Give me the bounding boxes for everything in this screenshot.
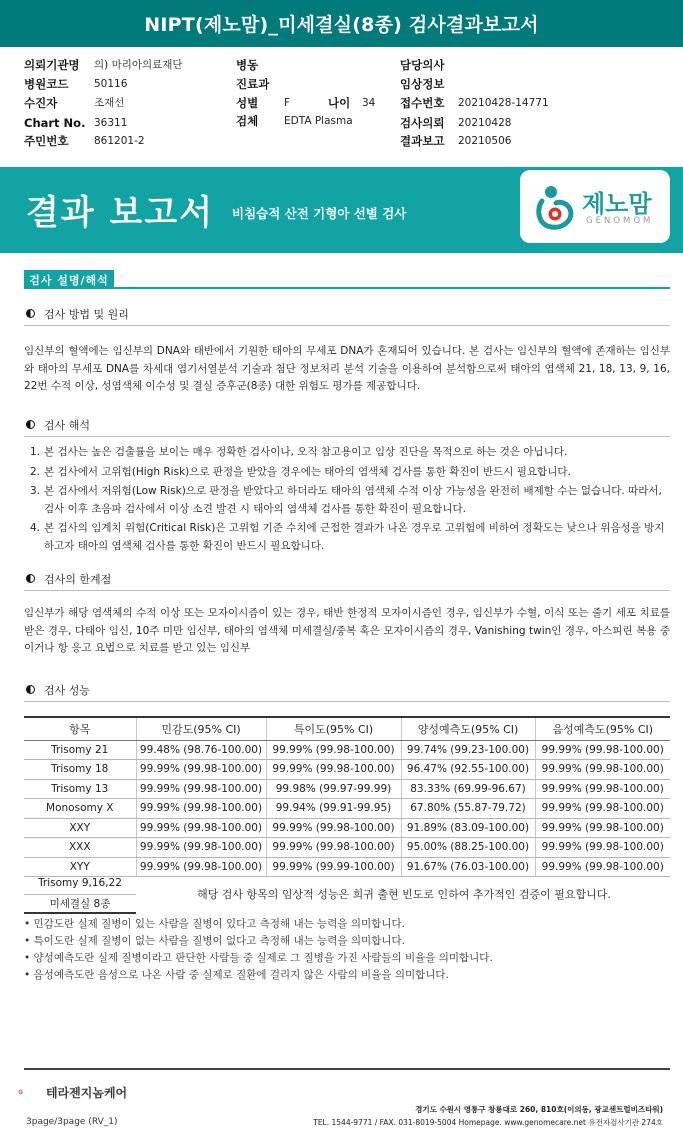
- info-specimen: 검체 EDTA Plasma: [236, 113, 353, 128]
- table-cell: Monosomy X: [24, 799, 136, 819]
- table-cell: 99.99% (99.98-100.00): [535, 740, 670, 760]
- table-cell: XXY: [24, 818, 136, 838]
- table-cell: 99.74% (99.23-100.00): [401, 740, 535, 760]
- table-cell: 99.48% (98.76-100.00): [136, 740, 266, 760]
- half-circle-icon: [26, 420, 35, 429]
- table-row: [24, 760, 670, 780]
- table-cell: XYY: [24, 857, 136, 877]
- logo-subtext: GENOMOM: [586, 216, 654, 226]
- table-cell: 99.99% (99.98-100.00): [136, 760, 266, 780]
- half-circle-icon: [26, 685, 35, 694]
- banner-subtitle: 비침습적 산전 기형아 선별 검사: [232, 206, 407, 221]
- genomom-mother-icon: [534, 183, 578, 231]
- info-patient: 수진자 조재선: [24, 95, 125, 110]
- method-heading-text: 검사 방법 및 원리: [44, 307, 129, 321]
- info-ward: 병동: [236, 57, 259, 72]
- table-cell: 99.99% (99.98-100.00): [136, 838, 266, 858]
- table-cell: 99.99% (99.98-100.00): [266, 760, 401, 780]
- note-item: • 음성예측도란 음성으로 나온 사람 중 실제로 질환에 걸리지 않은 사람의 비율을 의미합니다.: [24, 969, 449, 981]
- table-cell: 99.99% (99.98-100.00): [266, 838, 401, 858]
- column-header: 특이도(95% CI): [266, 717, 401, 740]
- table-cell: 96.47% (92.55-100.00): [401, 760, 535, 780]
- info-hospital-code: 병원코드 50116: [24, 76, 128, 91]
- report-title: NIPT(제노맘)_미세결실(8종) 검사결과보고서: [144, 14, 539, 36]
- table-cell: 67.80% (55.87-79.72): [401, 799, 535, 819]
- footer-contact: TEL. 1544-9771 / FAX. 031-8019-5004 Homepage. www.genomecare.net 유전자검사기관 274호: [313, 1118, 663, 1127]
- table-cell: 99.99% (99.98-100.00): [535, 857, 670, 877]
- half-circle-icon: [26, 574, 35, 583]
- performance-table: [24, 716, 670, 877]
- table-row: [24, 740, 670, 760]
- genomom-logo: [520, 170, 670, 243]
- table-cell: 99.99% (99.98-100.00): [535, 779, 670, 799]
- column-header: 항목: [24, 717, 136, 740]
- extra-item-trisomy: Trisomy 9,16,22: [24, 877, 136, 895]
- info-sex: 성별 F: [236, 95, 291, 110]
- terragen-logo-icon: [18, 1079, 44, 1105]
- table-cell: 99.99% (99.98-100.00): [535, 760, 670, 780]
- page-number: 3page/3page (RV_1): [26, 1117, 118, 1127]
- interpretation-list: [30, 444, 670, 557]
- table-cell: 91.67% (76.03-100.00): [401, 857, 535, 877]
- table-cell: 99.99% (99.98-100.00): [535, 799, 670, 819]
- note-item: • 양성예측도란 실제 질병이라고 판단한 사람들 중 실제로 그 질병을 가진 사람들의 비율을 의미합니다.: [24, 952, 493, 964]
- interpretation-item: 3. 본 검사에서 저위험(Low Risk)으로 판정을 받았다고 하더라도 태아의 염색체 수적 이상 가능성을 완전히 배제할 수는 없습니다. 따라서, 검사 이후 초음파 검사에서 이상 소견 발견 시 태아의 염색체 검사를 통한 확진이 필요합니다.: [30, 485, 662, 515]
- table-cell: 99.94% (99.91-99.95): [266, 799, 401, 819]
- table-header-row: [24, 717, 670, 740]
- info-age: 나이 34: [328, 95, 376, 110]
- interpretation-heading-text: 검사 해석: [44, 418, 91, 432]
- limitations-heading: [24, 567, 670, 591]
- note-item: • 민감도란 실제 질병이 있는 사람을 질병이 있다고 측정해 내는 능력을 의미합니다.: [24, 918, 405, 930]
- definition-notes: [24, 916, 670, 984]
- table-cell: 99.99% (99.98-100.00): [535, 818, 670, 838]
- table-cell: Trisomy 18: [24, 760, 136, 780]
- table-cell: Trisomy 13: [24, 779, 136, 799]
- table-row: [24, 818, 670, 838]
- report-title-bar: [0, 0, 683, 47]
- column-header: 민감도(95% CI): [136, 717, 266, 740]
- footer-company: 테라젠지놈케어: [46, 1086, 128, 1100]
- table-row: [24, 857, 670, 877]
- footer-divider: [24, 1068, 670, 1070]
- table-cell: 95.00% (88.25-100.00): [401, 838, 535, 858]
- logo-text: 제노맘: [582, 190, 652, 218]
- table-cell: 99.99% (99.98-100.00): [136, 779, 266, 799]
- table-cell: 99.99% (99.98-100.00): [535, 838, 670, 858]
- performance-heading-text: 검사 성능: [44, 683, 91, 697]
- info-resident-no: 주민번호 861201-2: [24, 133, 145, 148]
- method-heading: [24, 302, 670, 326]
- table-cell: 99.99% (99.98-100.00): [136, 818, 266, 838]
- table-cell: 99.99% (99.98-100.00): [136, 857, 266, 877]
- banner-title: 결과 보고서: [26, 193, 215, 233]
- extra-note: 해당 검사 항목의 임상적 성능은 희귀 출현 빈도로 인하여 추가적인 검증이 필요합니다.: [197, 888, 611, 901]
- limitations-heading-text: 검사의 한계점: [44, 572, 112, 586]
- info-request-date: 검사의뢰 20210428: [400, 115, 512, 130]
- limitations-text: 임신부가 해당 염색체의 수적 이상 또는 모자이시즘이 있는 경우, 태반 한정적 모자이시즘인 경우, 임신부가 수혈, 이식 또는 줄기 세포 치료를 받은 경우, 다태아 임신, 10주 미만 임신부, 태아의 염색체 미세결실/중복 혹은 모자이시즘의 경우, Vanishing twin인 경우, 아스피린 복용 중이거나 항 응고 요법으로 치료를 받고 있는 임신부: [24, 607, 670, 654]
- table-cell: 99.98% (99.97-99.99): [266, 779, 401, 799]
- performance-heading: [24, 678, 670, 702]
- method-text: 임신부의 혈액에는 임신부의 DNA와 태반에서 기원한 태아의 무세포 DNA가 혼재되어 있습니다. 본 검사는 임신부의 혈액에 존재하는 임신부와 태아의 무세포 DNA를 차세대 염기서열분석 기술과 첨단 정보처리 분석 기술을 이용하여 분석함으로써 태아의 염색체 21, 18, 13, 9, 16, 22번 수적 이상, 성염색체 이수성 및 결실 증후군(8종) 대한 위험도 평가를 제공합니다.: [24, 345, 670, 392]
- table-cell: 99.99% (99.98-100.00): [136, 799, 266, 819]
- section-header: [24, 270, 670, 289]
- interpretation-item: 4. 본 검사의 임계치 위험(Critical Risk)은 고위험 기준 수치에 근접한 결과가 나온 경우로 고위험에 비하여 정확도는 낮으나 위음성을 방지하고자 태아의 염색체 검사를 통한 확진이 반드시 필요합니다.: [30, 522, 665, 552]
- table-cell: 91.89% (83.09-100.00): [401, 818, 535, 838]
- column-header: 음성예측도(95% CI): [535, 717, 670, 740]
- extra-item-microdeletion: 미세결실 8종: [24, 896, 136, 914]
- section-tab: 검사 설명/해석: [24, 270, 114, 289]
- table-cell: 99.99% (99.98-100.00): [266, 818, 401, 838]
- column-header: 양성예측도(95% CI): [401, 717, 535, 740]
- table-row: [24, 779, 670, 799]
- table-cell: 99.99% (99.98-100.00): [266, 740, 401, 760]
- info-receipt-no: 접수번호 20210428-14771: [400, 95, 549, 110]
- table-row: [24, 799, 670, 819]
- table-row: [24, 838, 670, 858]
- table-cell: 99.99% (99.99-100.00): [266, 857, 401, 877]
- table-cell: 83.33% (69.99-96.67): [401, 779, 535, 799]
- interpretation-item: 2. 본 검사에서 고위험(High Risk)으로 판정을 받았을 경우에는 태아의 염색체 검사를 통한 확진이 반드시 필요합니다.: [30, 465, 571, 478]
- interpretation-heading: [24, 413, 670, 437]
- info-report-date: 결과보고 20210506: [400, 133, 512, 148]
- interpretation-item: 1. 본 검사는 높은 검출률을 보이는 매우 정확한 검사이나, 오직 참고용이고 임상 진단을 목적으로 하는 것은 아닙니다.: [30, 446, 568, 458]
- table-cell: XXX: [24, 838, 136, 858]
- info-doctor: 담당의사: [400, 57, 445, 72]
- info-clinical: 임상정보: [400, 76, 445, 91]
- info-institution: 의뢰기관명 의) 마리아의료재단: [24, 57, 183, 72]
- half-circle-icon: [26, 309, 35, 318]
- info-chart-no: Chart No. 36311: [24, 115, 128, 130]
- note-item: • 특이도란 실제 질병이 없는 사람을 질병이 없다고 측정해 내는 능력을 의미합니다.: [24, 935, 405, 947]
- table-cell: Trisomy 21: [24, 740, 136, 760]
- footer-address: 경기도 수원시 영통구 창룡대로 260, 810호(이의동, 광교센트럴비즈타워): [415, 1105, 663, 1114]
- info-department: 진료과: [236, 76, 270, 91]
